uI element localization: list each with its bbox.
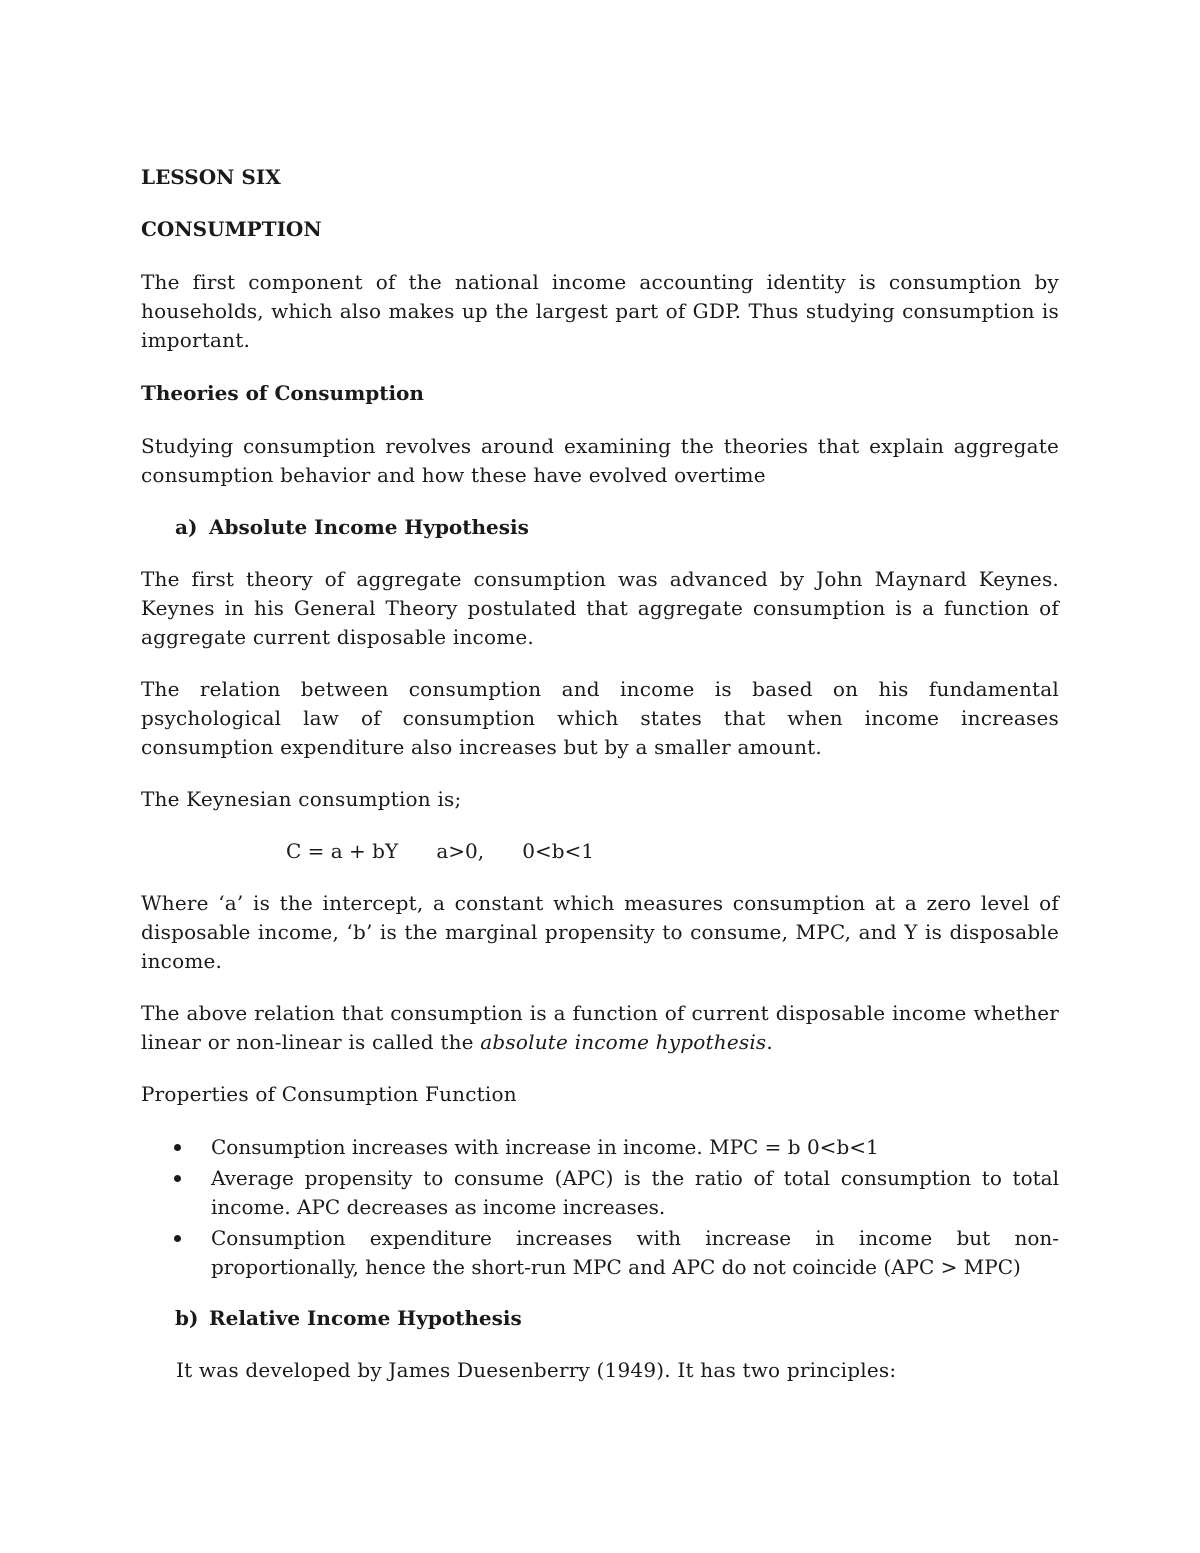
list-item xyxy=(141,1133,1059,1162)
absolute-para-2: The relation between consumption and income is based on his fundamental psychological law of consumption which states that when income increases consumption expenditure also increases but by a smaller amount. xyxy=(141,677,1059,759)
document-page xyxy=(141,163,1059,1385)
relative-income-label: b) xyxy=(175,1306,199,1330)
properties-list xyxy=(141,1133,1059,1282)
relation-emphasis: absolute income hypothesis xyxy=(480,1030,767,1054)
relation-suffix: . xyxy=(766,1030,773,1054)
list-item xyxy=(141,1164,1059,1222)
keynesian-intro: The Keynesian consumption is; xyxy=(141,787,462,811)
properties-heading: Properties of Consumption Function xyxy=(141,1082,517,1106)
absolute-para-1: The first theory of aggregate consumption was advanced by John Maynard Keynes. Keynes in his General Theory postulated that aggregate consumption is a function of aggregate current disposable income. xyxy=(141,567,1059,649)
section-title: CONSUMPTION xyxy=(141,217,322,241)
relation-paragraph xyxy=(141,999,1059,1057)
absolute-income-label: a) xyxy=(175,515,198,539)
list-item xyxy=(141,1224,1059,1282)
bullet-icon xyxy=(174,1175,181,1182)
property-text: Average propensity to consume (APC) is the ratio of total consumption to total income. APC decreases as income increases. xyxy=(211,1166,1059,1219)
absolute-income-heading xyxy=(175,513,1059,542)
property-text: Consumption expenditure increases with increase in income but non-proportionally, hence the short-run MPC and APC do not coincide (APC > MPC) xyxy=(211,1226,1059,1279)
lesson-title: LESSON SIX xyxy=(141,165,281,189)
absolute-income-title: Absolute Income Hypothesis xyxy=(209,515,529,539)
relative-income-heading xyxy=(175,1304,1059,1333)
relative-intro: It was developed by James Duesenberry (1949). It has two principles: xyxy=(176,1358,897,1382)
relative-income-title: Relative Income Hypothesis xyxy=(209,1306,522,1330)
where-paragraph: Where ‘a’ is the intercept, a constant which measures consumption at a zero level of disposable income, ‘b’ is the marginal propensity to consume, MPC, and Y is disposable income. xyxy=(141,891,1059,973)
theories-intro-paragraph: Studying consumption revolves around examining the theories that explain aggregate consumption behavior and how these have evolved overtime xyxy=(141,434,1059,487)
keynesian-formula: C = a + bY a>0, 0<b<1 xyxy=(286,839,594,863)
relation-prefix: The above relation that consumption is a function of current disposable income whether linear or non-linear is called the xyxy=(141,1001,1059,1054)
intro-paragraph: The first component of the national income accounting identity is consumption by households, which also makes up the largest part of GDP. Thus studying consumption is important. xyxy=(141,270,1059,352)
theories-heading: Theories of Consumption xyxy=(141,381,424,405)
property-text: Consumption increases with increase in income. MPC = b 0<b<1 xyxy=(211,1135,879,1159)
bullet-icon xyxy=(174,1144,181,1151)
bullet-icon xyxy=(174,1235,181,1242)
